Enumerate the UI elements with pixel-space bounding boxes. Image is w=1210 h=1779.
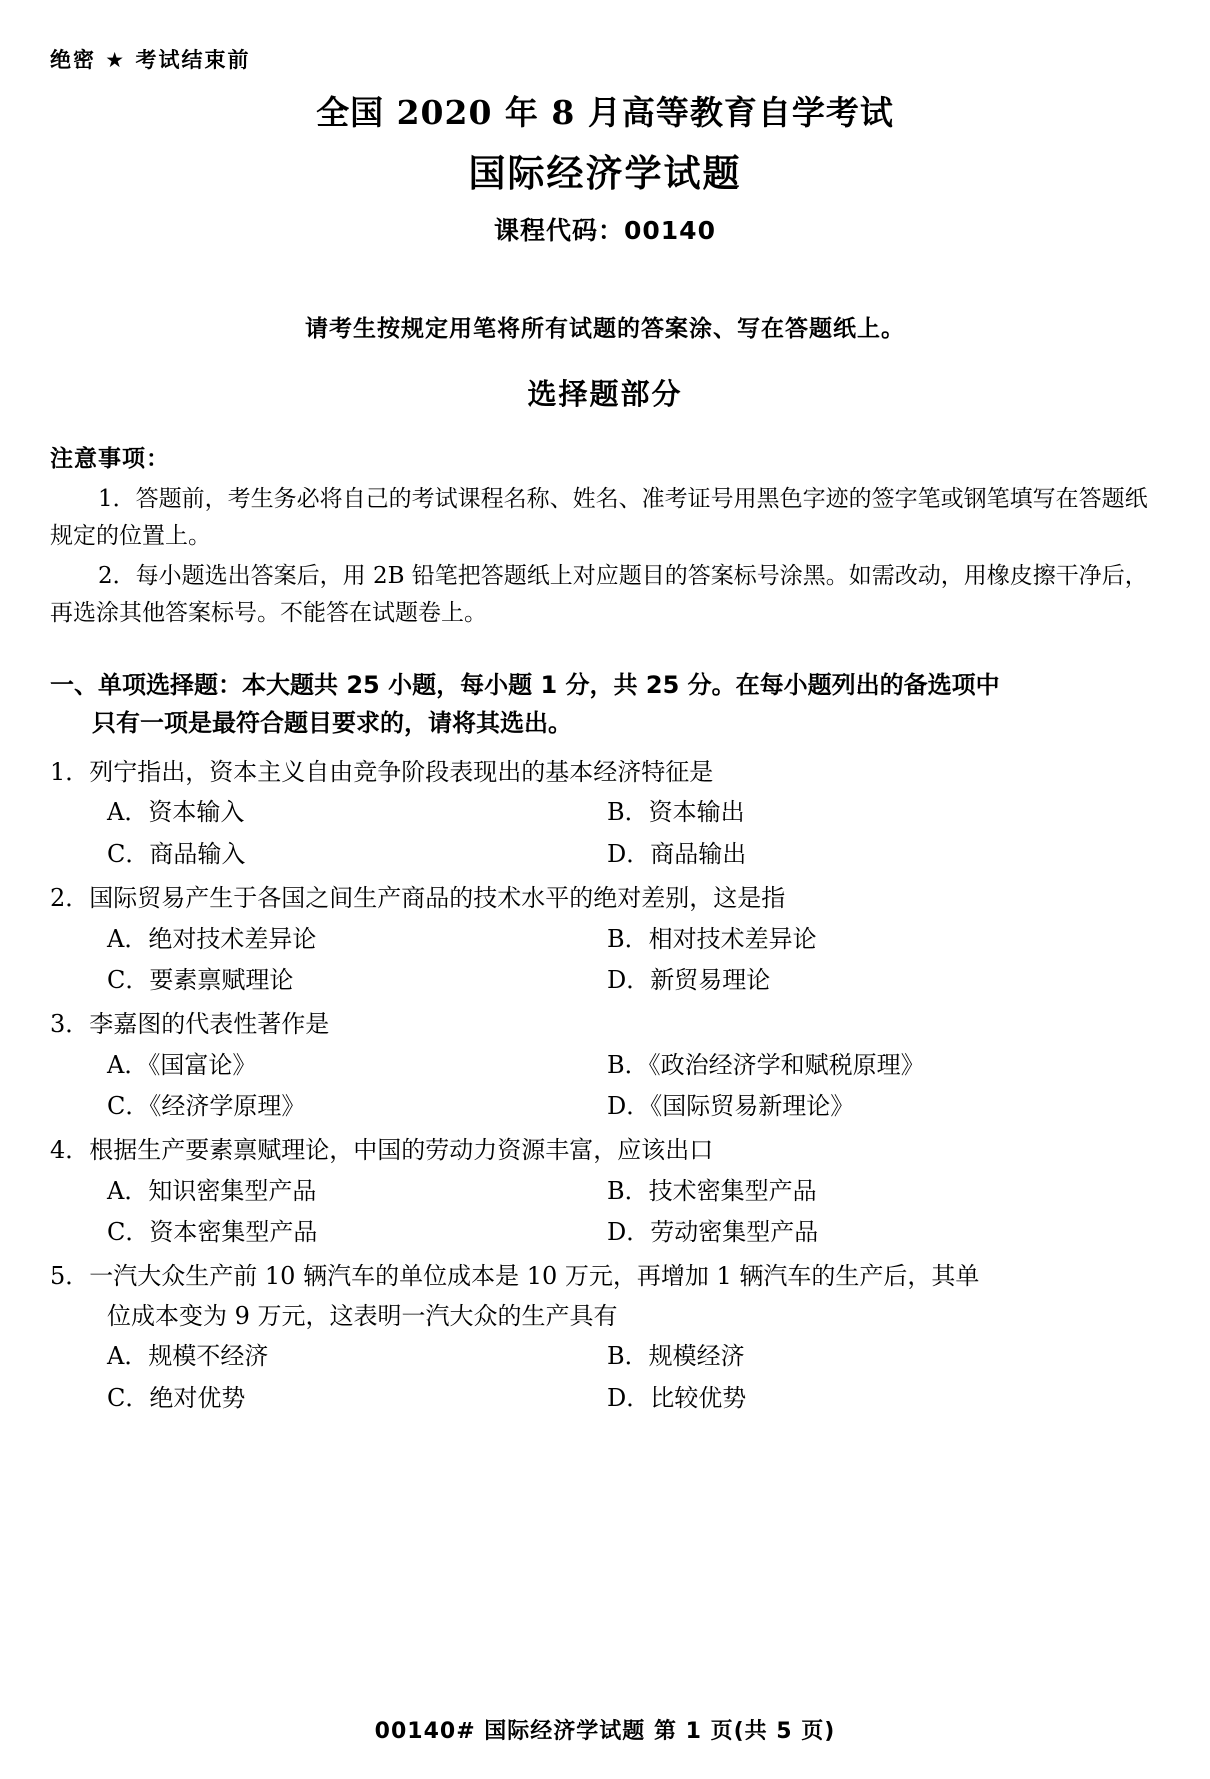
option-d[interactable]: D．劳动密集型产品 (607, 1218, 819, 1247)
question-stem (50, 753, 1165, 793)
page-footer: 00140# 国际经济学试题 第 1 页(共 5 页) (374, 1719, 836, 1744)
exam-title: 全国 2020 年 8 月高等教育自学考试 (316, 93, 894, 132)
question-group-heading-line2: 只有一项是最符合题目要求的，请将其选出。 (92, 709, 572, 738)
option-a[interactable]: A．资本输入 (107, 798, 245, 827)
question-text: 李嘉图的代表性著作是 (89, 1010, 330, 1039)
question-number: 5． (50, 1262, 90, 1291)
question-number: 2． (50, 883, 90, 912)
option-d[interactable]: D．新贸易理论 (607, 965, 771, 994)
question-number: 3． (50, 1010, 90, 1039)
option-c[interactable]: C．《经济学原理》 (107, 1091, 306, 1120)
question-text: 一汽大众生产前 10 辆汽车的单位成本是 10 万元，再增加 1 辆汽车的生产后，其单 (89, 1262, 980, 1291)
option-b[interactable]: B．资本输出 (607, 798, 745, 827)
question-item (50, 1005, 1165, 1127)
option-b[interactable]: B．《政治经济学和赋税原理》 (607, 1050, 925, 1079)
option-d[interactable]: D．商品输出 (607, 839, 747, 868)
question-group-heading (50, 666, 1165, 743)
title-block (0, 92, 1210, 247)
option-b[interactable]: B．相对技术差异论 (607, 924, 817, 953)
question-item (50, 1131, 1165, 1253)
question-item (50, 879, 1165, 1001)
option-row (50, 919, 1165, 960)
question-stem (50, 1257, 1165, 1297)
option-row (50, 1212, 1165, 1253)
option-row (50, 1086, 1165, 1127)
option-row (50, 834, 1165, 875)
answer-sheet-instruction: 请考生按规定用笔将所有试题的答案涂、写在答题纸上。 (305, 316, 905, 342)
attention-label: 注意事项： (50, 446, 170, 472)
question-item (50, 1257, 1165, 1419)
option-row (50, 1171, 1165, 1212)
option-c[interactable]: C．要素禀赋理论 (107, 965, 294, 994)
subject-title: 国际经济学试题 (468, 152, 742, 196)
question-list (50, 753, 1165, 1419)
question-stem (50, 1131, 1165, 1171)
question-number: 4． (50, 1136, 90, 1165)
question-text: 列宁指出，资本主义自由竞争阶段表现出的基本经济特征是 (89, 757, 714, 786)
question-stem (50, 879, 1165, 919)
section-heading: 选择题部分 (527, 377, 683, 411)
option-row (50, 1378, 1165, 1419)
option-c[interactable]: C．资本密集型产品 (107, 1218, 318, 1247)
paper-content (50, 440, 1165, 1423)
option-d[interactable]: D．比较优势 (607, 1383, 747, 1412)
option-c[interactable]: C．商品输入 (107, 839, 246, 868)
option-row (50, 792, 1165, 833)
option-row (50, 960, 1165, 1001)
option-row (50, 1045, 1165, 1086)
option-a[interactable]: A．规模不经济 (107, 1342, 269, 1371)
question-number: 1． (50, 757, 90, 786)
option-b[interactable]: B．规模经济 (607, 1342, 745, 1371)
option-row (50, 1336, 1165, 1377)
option-a[interactable]: A．知识密集型产品 (107, 1176, 317, 1205)
attention-item-1: 1．答题前，考生务必将自己的考试课程名称、姓名、准考证号用黑色字迹的签字笔或钢笔填写在答题纸规定的位置上。 (50, 486, 1148, 550)
option-d[interactable]: D．《国际贸易新理论》 (607, 1091, 855, 1120)
question-item (50, 753, 1165, 875)
option-b[interactable]: B．技术密集型产品 (607, 1176, 817, 1205)
question-text: 根据生产要素禀赋理论，中国的劳动力资源丰富，应该出口 (89, 1136, 714, 1165)
question-group-heading-line1: 一、单项选择题：本大题共 25 小题，每小题 1 分，共 25 分。在每小题列出的备选项中 (50, 671, 1000, 699)
question-stem-continued: 位成本变为 9 万元，这表明一汽大众的生产具有 (107, 1301, 618, 1330)
option-c[interactable]: C．绝对优势 (107, 1383, 246, 1412)
option-a[interactable]: A．绝对技术差异论 (107, 924, 317, 953)
attention-item-2: 2．每小题选出答案后，用 2B 铅笔把答题纸上对应题目的答案标号涂黑。如需改动，用橡皮擦干净后，再选涂其他答案标号。不能答在试题卷上。 (50, 562, 1148, 626)
course-code: 课程代码：00140 (494, 216, 716, 246)
option-a[interactable]: A．《国富论》 (107, 1050, 257, 1079)
question-stem (50, 1005, 1165, 1045)
secret-notice: 绝密 ★ 考试结束前 (50, 48, 251, 72)
question-text: 国际贸易产生于各国之间生产商品的技术水平的绝对差别，这是指 (89, 883, 786, 912)
